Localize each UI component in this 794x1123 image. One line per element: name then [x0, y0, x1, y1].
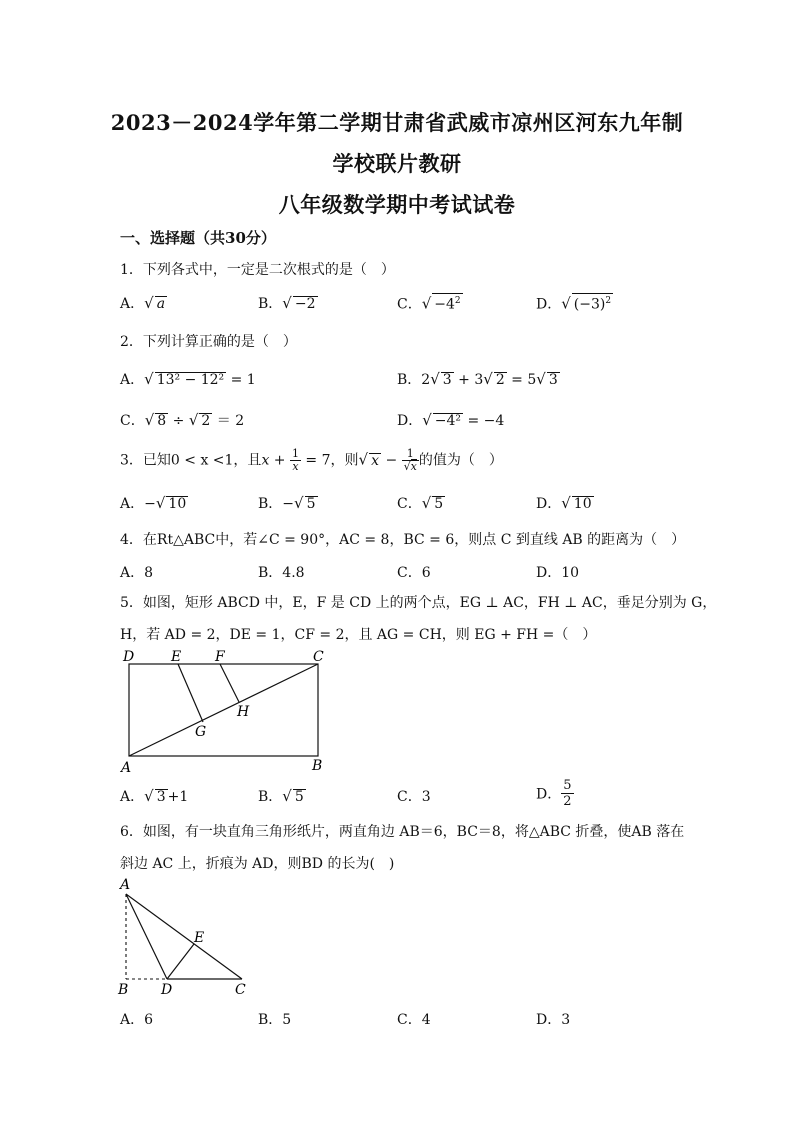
label-e: E: [171, 649, 182, 665]
label-h: H: [237, 704, 250, 720]
q3-option-a: A．−√ 10: [120, 494, 187, 512]
label-c: C: [235, 982, 246, 998]
diagonal-ac: [129, 664, 318, 756]
label-e: E: [194, 930, 205, 946]
question-3-stem: 3．已知0 < x <1，且x + $\frac{1}{x}$ = 7，则√ x − $\frac{1}{√x}$ 的值为（ ）: [120, 447, 503, 473]
question-5-line1: 5．如图，矩形 ABCD 中，E，F 是 CD 上的两个点，EG ⊥ AC，FH ⊥ AC，垂足分别为 G，: [120, 595, 717, 611]
segment-eg: [178, 664, 203, 722]
hypotenuse-ac: [126, 894, 242, 979]
exam-title-line3: 八年级数学期中考试试卷: [278, 192, 516, 217]
q2-option-b: B．2√ 3 + 3√ 2 = 5√ 3: [397, 370, 558, 388]
segment-de: [167, 944, 194, 979]
triangle-figure: [112, 874, 262, 1004]
question-6-line2: 斜边 AC 上，折痕为 AD，则BD 的长为( ): [120, 856, 395, 872]
question-6-line1: 6．如图，有一块直角三角形纸片，两直角边 AB＝6，BC＝8，将△ABC 折叠，使AB 落在: [120, 824, 685, 840]
fold-ad: [126, 894, 167, 979]
label-c: C: [313, 649, 324, 665]
q4-option-d: D．10: [536, 565, 580, 581]
q2-option-a: A．√ 13² − 12² = 1: [120, 370, 256, 388]
q1-option-b: B．√ −2: [258, 294, 316, 312]
q3-option-c: C．√ 5: [397, 494, 444, 512]
question-2-stem: 2．下列计算正确的是（ ）: [120, 334, 297, 350]
q1-option-c: C．√ $-4^2$: [397, 294, 461, 313]
q5-option-d: D． $\frac{5}{2}$: [536, 778, 572, 809]
q4-option-b: B．4.8: [258, 565, 305, 581]
q5-option-a: A．√ 3 +1: [120, 787, 189, 805]
question-4-stem: 4．在Rt△ABC中，若∠C = 90°，AC = 8，BC = 6，则点 C 到直线 AB 的距离为（ ）: [120, 532, 686, 548]
q5-option-c: C．3: [397, 789, 431, 805]
fraction-one-over-x: $\frac{1}{x}$: [291, 447, 299, 473]
exam-title-line1: 2023－2024学年第二学期甘肃省武威市凉州区河东九年制: [110, 110, 684, 135]
q3-option-d: D．√ 10: [536, 494, 592, 512]
segment-fh: [220, 664, 239, 702]
q6-option-a: A．6: [120, 1012, 154, 1028]
label-a: A: [121, 760, 132, 776]
q2-option-d: D．√ −4² = −4: [397, 411, 505, 429]
exam-title-line2: 学校联片教研: [332, 151, 462, 176]
rectangle-figure: [115, 645, 335, 780]
q3-option-b: B．−√ 5: [258, 494, 316, 512]
q5-option-b: B．√ 5: [258, 787, 304, 805]
q1-option-a: A．√ a: [120, 294, 166, 312]
q4-option-a: A．8: [120, 565, 154, 581]
label-g: G: [195, 724, 207, 740]
question-5-line2: H，若 AD = 2，DE = 1，CF = 2，且 AG = CH，则 EG + FH =（ ）: [120, 627, 597, 643]
label-d: D: [161, 982, 173, 998]
q6-option-d: D．3: [536, 1012, 571, 1028]
label-d: D: [123, 649, 135, 665]
label-a: A: [120, 877, 131, 893]
q6-option-c: C．4: [397, 1012, 431, 1028]
label-b: B: [312, 758, 323, 774]
label-b: B: [118, 982, 129, 998]
fraction-one-over-sqrt-x: $\frac{1}{√x}$: [403, 447, 417, 473]
section-heading: 一、选择题（共30分）: [120, 229, 276, 247]
q2-option-c: C．√ 8 ÷ √ 2 ＝ 2: [120, 411, 245, 429]
question-1-stem: 1．下列各式中，一定是二次根式的是（ ）: [120, 262, 395, 278]
q4-option-c: C．6: [397, 565, 431, 581]
label-f: F: [215, 649, 225, 665]
q1-option-d: D．√ $(-3)^2$: [536, 294, 612, 313]
q6-option-b: B．5: [258, 1012, 292, 1028]
